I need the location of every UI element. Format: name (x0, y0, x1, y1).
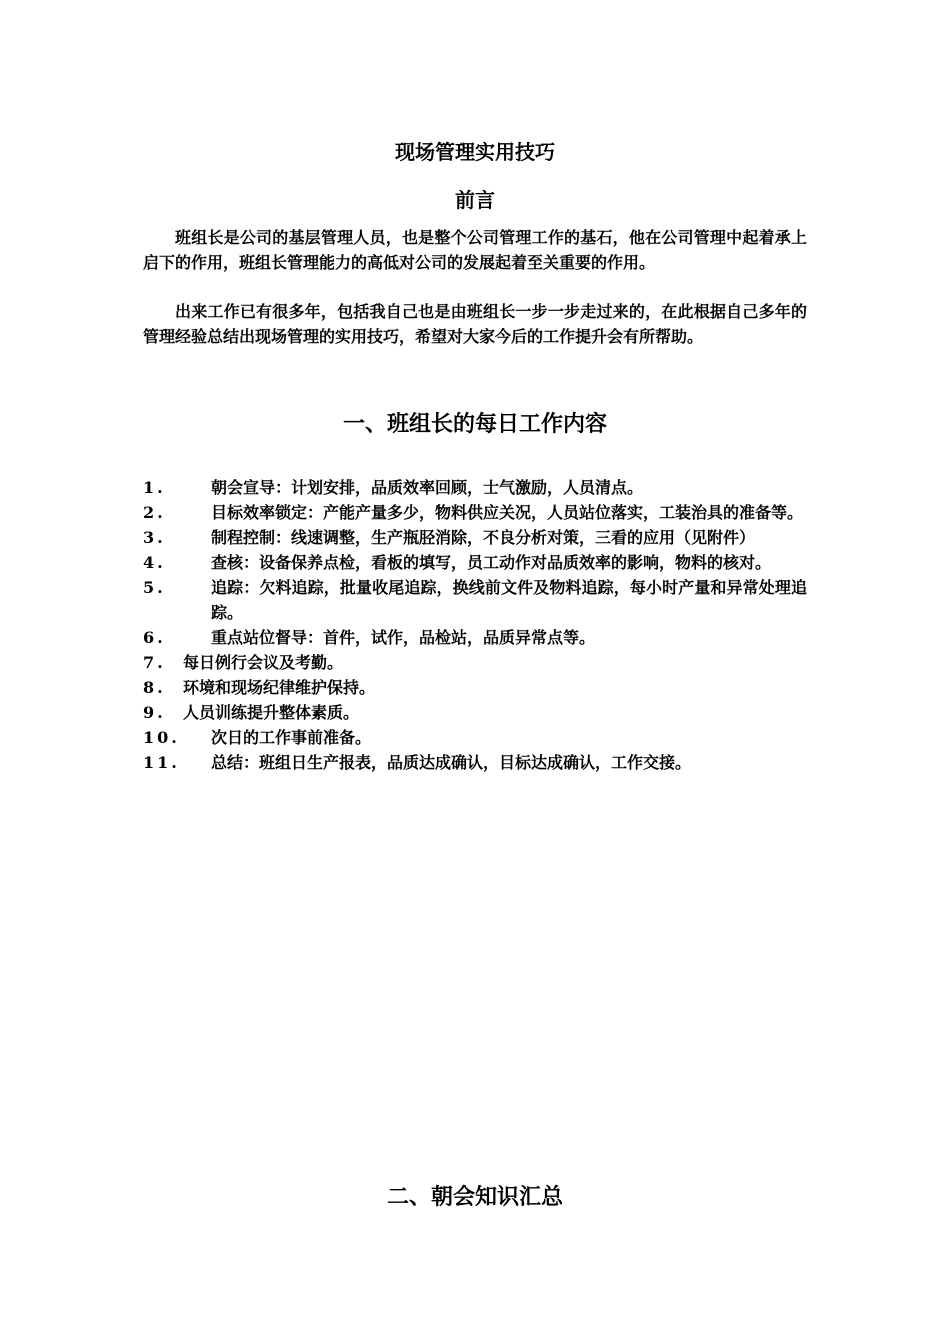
list-text: 追踪：欠料追踪，批量收尾追踪，换线前文件及物料追踪，每小时产量和异常处理追踪。 (211, 578, 807, 622)
list-number: 9. (143, 703, 166, 722)
daily-work-list (143, 475, 807, 775)
list-number: 3. (143, 528, 166, 547)
list-number: 11. (143, 753, 180, 772)
list-text: 朝会宣导：计划安排，品质效率回顾，士气激励，人员清点。 (211, 478, 644, 497)
list-number: 1. (143, 478, 166, 497)
list-number: 4. (143, 553, 166, 572)
list-item (143, 700, 807, 725)
list-item (143, 675, 807, 700)
list-text: 每日例行会议及考勤。 (183, 653, 344, 672)
list-text: 查核：设备保养点检，看板的填写，员工动作对品质效率的影响，物料的核对。 (211, 553, 772, 572)
list-text: 人员训练提升整体素质。 (183, 703, 360, 722)
list-item (143, 650, 807, 675)
list-number: 2. (143, 503, 166, 522)
section-heading-morning-meeting: 二、朝会知识汇总 (386, 1184, 563, 1210)
list-item (143, 475, 807, 500)
list-item (143, 750, 807, 775)
list-item (143, 625, 807, 650)
list-item (143, 725, 807, 750)
list-item (143, 550, 807, 575)
list-number: 5. (143, 578, 166, 597)
preface-paragraph: 班组长是公司的基层管理人员，也是整个公司管理工作的基石，他在公司管理中起着承上启下的作用，班组长管理能力的高低对公司的发展起着至关重要的作用。 (143, 228, 807, 272)
list-text: 次日的工作事前准备。 (211, 728, 372, 747)
preface-paragraph: 出来工作已有很多年，包括我自己也是由班组长一步一步走过来的，在此根据自己多年的管理经验总结出现场管理的实用技巧，希望对大家今后的工作提升会有所帮助。 (143, 302, 807, 346)
list-number: 10. (143, 728, 180, 747)
document-title: 现场管理实用技巧 (395, 140, 555, 164)
list-text: 重点站位督导：首件，试作，品检站，品质异常点等。 (211, 628, 596, 647)
list-item (143, 500, 807, 525)
list-text: 目标效率锁定：产能产量多少，物料供应关况，人员站位落实，工装治具的准备等。 (211, 503, 804, 522)
list-text: 环境和现场纪律维护保持。 (183, 678, 376, 697)
section-heading-daily-work: 一、班组长的每日工作内容 (342, 411, 607, 437)
list-item (143, 575, 807, 625)
list-text: 制程控制：线速调整，生产瓶胫消除，不良分析对策，三看的应用（见附件） (211, 528, 756, 547)
preface-heading: 前言 (455, 188, 495, 212)
list-item (143, 525, 807, 550)
list-number: 6. (143, 628, 166, 647)
list-text: 总结：班组日生产报表，品质达成确认，目标达成确认，工作交接。 (211, 753, 692, 772)
list-number: 8. (143, 678, 166, 697)
list-number: 7. (143, 653, 166, 672)
